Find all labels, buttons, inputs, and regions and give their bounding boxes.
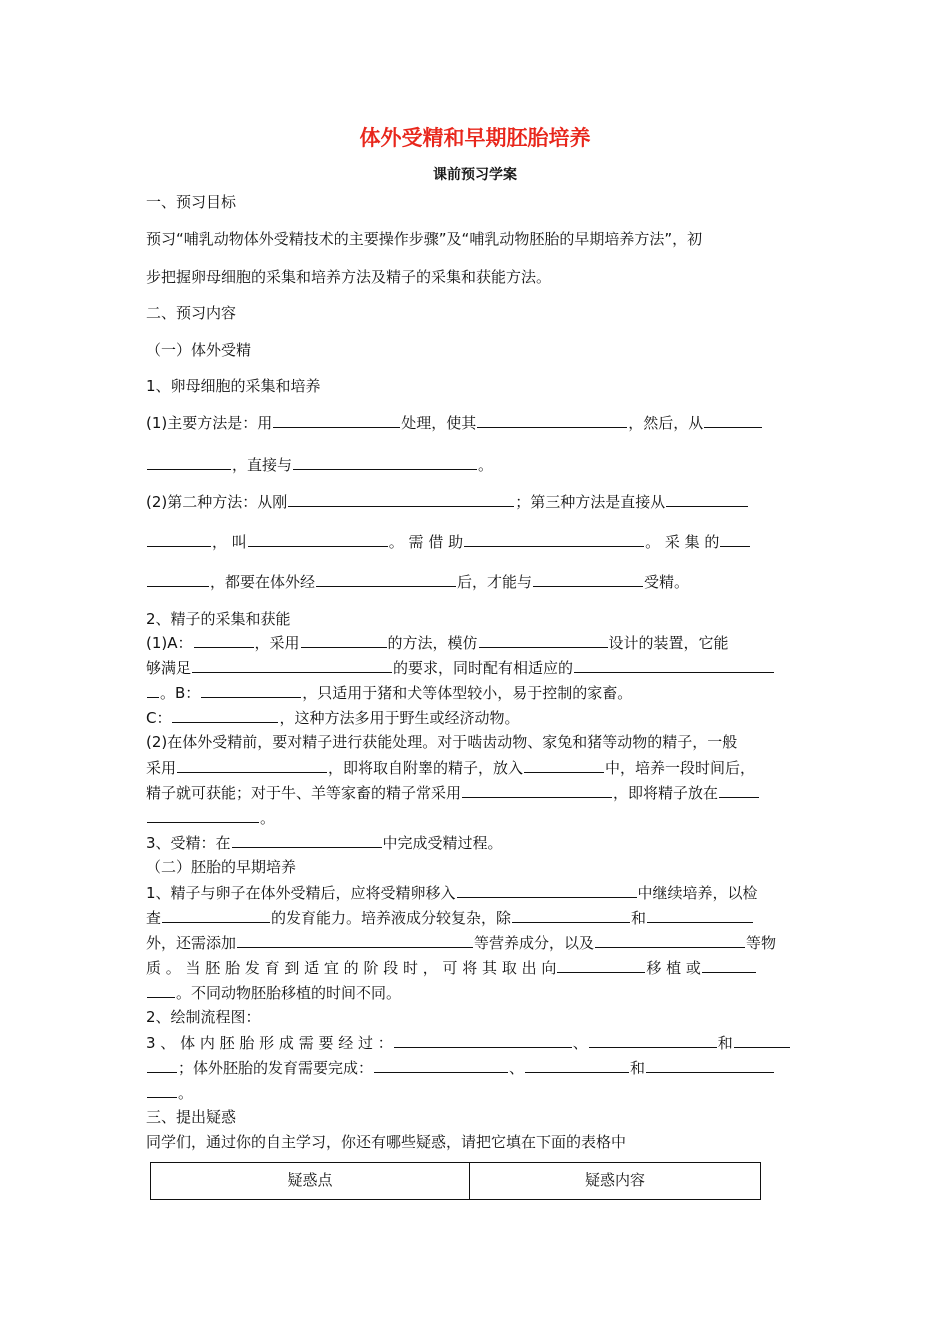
- page-title: 体外受精和早期胚胎培养: [359, 126, 591, 150]
- capacitation-line1: (2)在体外受精前，要对精子进行获能处理。对于啮齿动物、家兔和猪等动物的精子，一般: [146, 733, 738, 751]
- capacitation-line4: 。: [146, 807, 275, 828]
- embryo-line4: 质 。 当 胚 胎 发 育 到 适 宜 的 阶 段 时 ， 可 将 其 取 出 向 移 植 或: [146, 957, 757, 978]
- blank[interactable]: [194, 632, 254, 648]
- embryo-line2: 查 的发育能力。培养液成分较复杂，除 和: [146, 907, 754, 928]
- blank[interactable]: [647, 907, 753, 923]
- blank[interactable]: [457, 882, 637, 898]
- section-heading-goals: 一、预习目标: [146, 193, 237, 211]
- blank[interactable]: [248, 531, 388, 547]
- table-row: [151, 1163, 761, 1200]
- subsection-ivf: （一）体外受精: [146, 341, 252, 359]
- blank[interactable]: [557, 957, 645, 973]
- blank[interactable]: [720, 531, 750, 547]
- sperm-a-line2: 够满足 的要求，同时配有相适应的: [146, 657, 775, 678]
- blank[interactable]: [293, 454, 477, 470]
- blank[interactable]: [316, 571, 456, 587]
- blank[interactable]: [172, 707, 278, 723]
- blank[interactable]: [147, 454, 231, 470]
- blank[interactable]: [477, 412, 627, 428]
- embryo-line5: 。不同动物胚胎移植的时间不同。: [146, 982, 401, 1003]
- oocyte-heading: 1、卵母细胞的采集和培养: [146, 377, 321, 395]
- flowchart-label: 2、绘制流程图：: [146, 1008, 261, 1026]
- questions-intro: 同学们，通过你的自主学习，你还有哪些疑惑，请把它填在下面的表格中: [146, 1133, 627, 1151]
- method2-line1: (2)第二种方法：从刚 ；第三种方法是直接从: [146, 491, 749, 512]
- section-heading-questions: 三、提出疑惑: [146, 1108, 237, 1126]
- blank[interactable]: [666, 491, 748, 507]
- blank[interactable]: [525, 1057, 629, 1073]
- table-header-doubt-content: 疑惑内容: [470, 1163, 761, 1200]
- embryo-line3: 外，还需添加 等营养成分，以及 等物: [146, 934, 777, 952]
- blank[interactable]: [192, 657, 392, 673]
- in-vitro-line-end: 。: [146, 1082, 193, 1103]
- blank[interactable]: [147, 1082, 177, 1098]
- blank[interactable]: [734, 1032, 790, 1048]
- method1-line1: (1)主要方法是：用 处理，使其 ，然后，从: [146, 412, 763, 433]
- blank[interactable]: [533, 571, 643, 587]
- blank[interactable]: [147, 807, 259, 823]
- blank[interactable]: [646, 1057, 774, 1073]
- blank[interactable]: [394, 1032, 572, 1048]
- fertilization-line: 3、受精：在 中完成受精过程。: [146, 834, 503, 852]
- blank[interactable]: [464, 531, 644, 547]
- table-header-doubt-point: 疑惑点: [151, 1163, 470, 1200]
- in-vitro-line: ；体外胚胎的发育需要完成： 、 和: [146, 1057, 775, 1078]
- capacitation-line3: 精子就可获能；对于牛、羊等家畜的精子常采用 ，即将精子放在: [146, 782, 760, 803]
- blank[interactable]: [237, 932, 473, 948]
- section-heading-content: 二、预习内容: [146, 304, 237, 322]
- method2-line3: ，都要在体外经 后，才能与 受精。: [146, 571, 689, 592]
- blank[interactable]: [147, 982, 175, 998]
- capacitation-line2: 采用 ，即将取自附睾的精子，放入 中，培养一段时间后，: [146, 759, 756, 777]
- goal-text-2: 步把握卵母细胞的采集和培养方法及精子的采集和获能方法。: [146, 268, 552, 286]
- blank[interactable]: [574, 657, 774, 673]
- blank[interactable]: [595, 932, 745, 948]
- method1-line2: ，直接与 。: [146, 454, 493, 475]
- goal-text-1: 预习“哺乳动物体外受精技术的主要操作步骤”及“哺乳动物胚胎的早期培养方法”，初: [146, 230, 703, 248]
- sperm-b-line: 。B： ，只适用于猪和犬等体型较小，易于控制的家畜。: [146, 682, 632, 703]
- blank[interactable]: [177, 757, 327, 773]
- questions-table: [150, 1162, 761, 1200]
- blank[interactable]: [162, 907, 270, 923]
- blank[interactable]: [301, 632, 387, 648]
- blank[interactable]: [147, 682, 159, 698]
- blank[interactable]: [147, 531, 211, 547]
- blank[interactable]: [719, 782, 759, 798]
- page-subtitle: 课前预习学案: [433, 167, 517, 183]
- method2-line2: ， 叫 。 需 借 助 。 采 集 的: [146, 531, 751, 552]
- blank[interactable]: [147, 571, 209, 587]
- blank[interactable]: [374, 1057, 508, 1073]
- blank[interactable]: [232, 832, 382, 848]
- blank[interactable]: [288, 491, 514, 507]
- blank[interactable]: [147, 1057, 177, 1073]
- blank[interactable]: [201, 682, 301, 698]
- sperm-a-line1: (1)A： ，采用 的方法，模仿 设计的装置，它能: [146, 634, 729, 652]
- blank[interactable]: [462, 782, 612, 798]
- blank[interactable]: [704, 412, 762, 428]
- blank[interactable]: [512, 907, 630, 923]
- blank[interactable]: [273, 412, 400, 428]
- blank[interactable]: [702, 957, 756, 973]
- blank[interactable]: [524, 757, 604, 773]
- sperm-c-line: C： ，这种方法多用于野生或经济动物。: [146, 709, 520, 727]
- subsection-embryo: （二）胚胎的早期培养: [146, 858, 297, 876]
- blank[interactable]: [589, 1032, 717, 1048]
- in-vivo-line: 3 、 体 内 胚 胎 形 成 需 要 经 过 ： 、 和: [146, 1032, 791, 1053]
- embryo-line1: 1、精子与卵子在体外受精后，应将受精卵移入 中继续培养，以检: [146, 884, 758, 902]
- sperm-heading: 2、精子的采集和获能: [146, 610, 291, 628]
- blank[interactable]: [479, 632, 608, 648]
